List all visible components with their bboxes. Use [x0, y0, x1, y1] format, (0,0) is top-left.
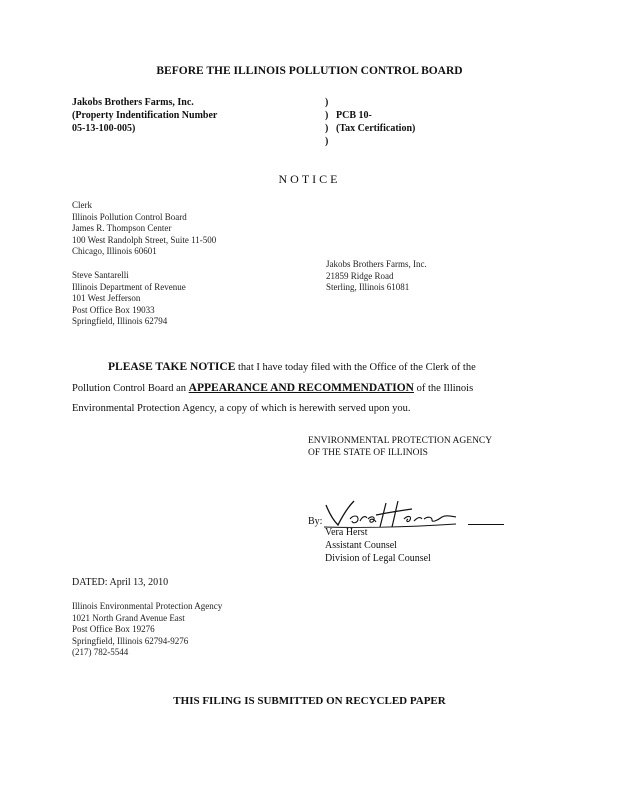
address-line: Springfield, Illinois 62794-9276 [72, 635, 189, 646]
address-line: (217) 782-5544 [72, 647, 129, 658]
notice-body-line-1 [108, 361, 476, 373]
address-line: Illinois Department of Revenue [72, 281, 186, 292]
notice-line2-end: of the Illinois [413, 383, 474, 394]
notice-lead: PLEASE TAKE NOTICE [108, 361, 236, 373]
notice-heading: NOTICE [278, 172, 341, 186]
dated: DATED: April 13, 2010 [72, 577, 169, 588]
address-line: Sterling, Illinois 61081 [326, 282, 410, 293]
address-line: Post Office Box 19276 [72, 624, 155, 635]
signature-line [468, 524, 504, 525]
notice-body-line-2 [72, 382, 473, 394]
address-line: Illinois Environmental Protection Agency [72, 601, 223, 611]
address-line: 101 West Jefferson [72, 293, 141, 304]
notice-line2-start: Pollution Control Board an [72, 383, 189, 394]
signature-details [325, 526, 431, 565]
agency-address [72, 601, 222, 659]
caption-property-number: 05-13-100-005) [72, 123, 136, 134]
address-line: Clerk [72, 200, 92, 210]
notice-body-line-3: Environmental Protection Agency, a copy of which is herewith served upon you. [72, 403, 411, 414]
case-number: PCB 10- [336, 110, 372, 121]
address-line: 21859 Ridge Road [326, 270, 394, 281]
agency-header [308, 435, 492, 459]
signer-name: Vera Herst [325, 527, 368, 538]
caption-paren-2: ) [325, 110, 329, 121]
signer-division: Division of Legal Counsel [325, 553, 431, 564]
agency-header-line: OF THE STATE OF ILLINOIS [308, 448, 428, 458]
address-line: Springfield, Illinois 62794 [72, 316, 168, 327]
farm-address [326, 259, 427, 294]
recycled-paper-footer: THIS FILING IS SUBMITTED ON RECYCLED PAPER [173, 695, 446, 707]
revenue-address [72, 270, 186, 328]
caption-paren-3: ) [325, 123, 329, 134]
notice-line1-rest: that I have today filed with the Office of the Clerk of the [235, 362, 476, 373]
caption-paren-1: ) [325, 97, 329, 108]
address-line: 1021 North Grand Avenue East [72, 612, 185, 623]
caption-property-label: (Property Indentification Number [72, 110, 218, 121]
agency-header-line: ENVIRONMENTAL PROTECTION AGENCY [308, 436, 493, 446]
clerk-address [72, 200, 216, 258]
by-label: By: [308, 516, 323, 527]
address-line: Post Office Box 19033 [72, 304, 155, 315]
address-line: Chicago, Illinois 60601 [72, 246, 157, 257]
caption-petitioner: Jakobs Brothers Farms, Inc. [72, 97, 194, 108]
signer-title: Assistant Counsel [325, 540, 397, 551]
address-line: James R. Thompson Center [72, 223, 172, 234]
address-line: Jakobs Brothers Farms, Inc. [326, 259, 427, 269]
address-line: Steve Santarelli [72, 270, 129, 280]
case-type: (Tax Certification) [336, 123, 416, 134]
address-line: Illinois Pollution Control Board [72, 211, 187, 222]
document-name: APPEARANCE AND RECOMMENDATION [188, 382, 414, 394]
board-title: BEFORE THE ILLINOIS POLLUTION CONTROL BOARD [156, 65, 463, 77]
caption-paren-4: ) [325, 136, 329, 147]
address-line: 100 West Randolph Street, Suite 11-500 [72, 234, 217, 245]
